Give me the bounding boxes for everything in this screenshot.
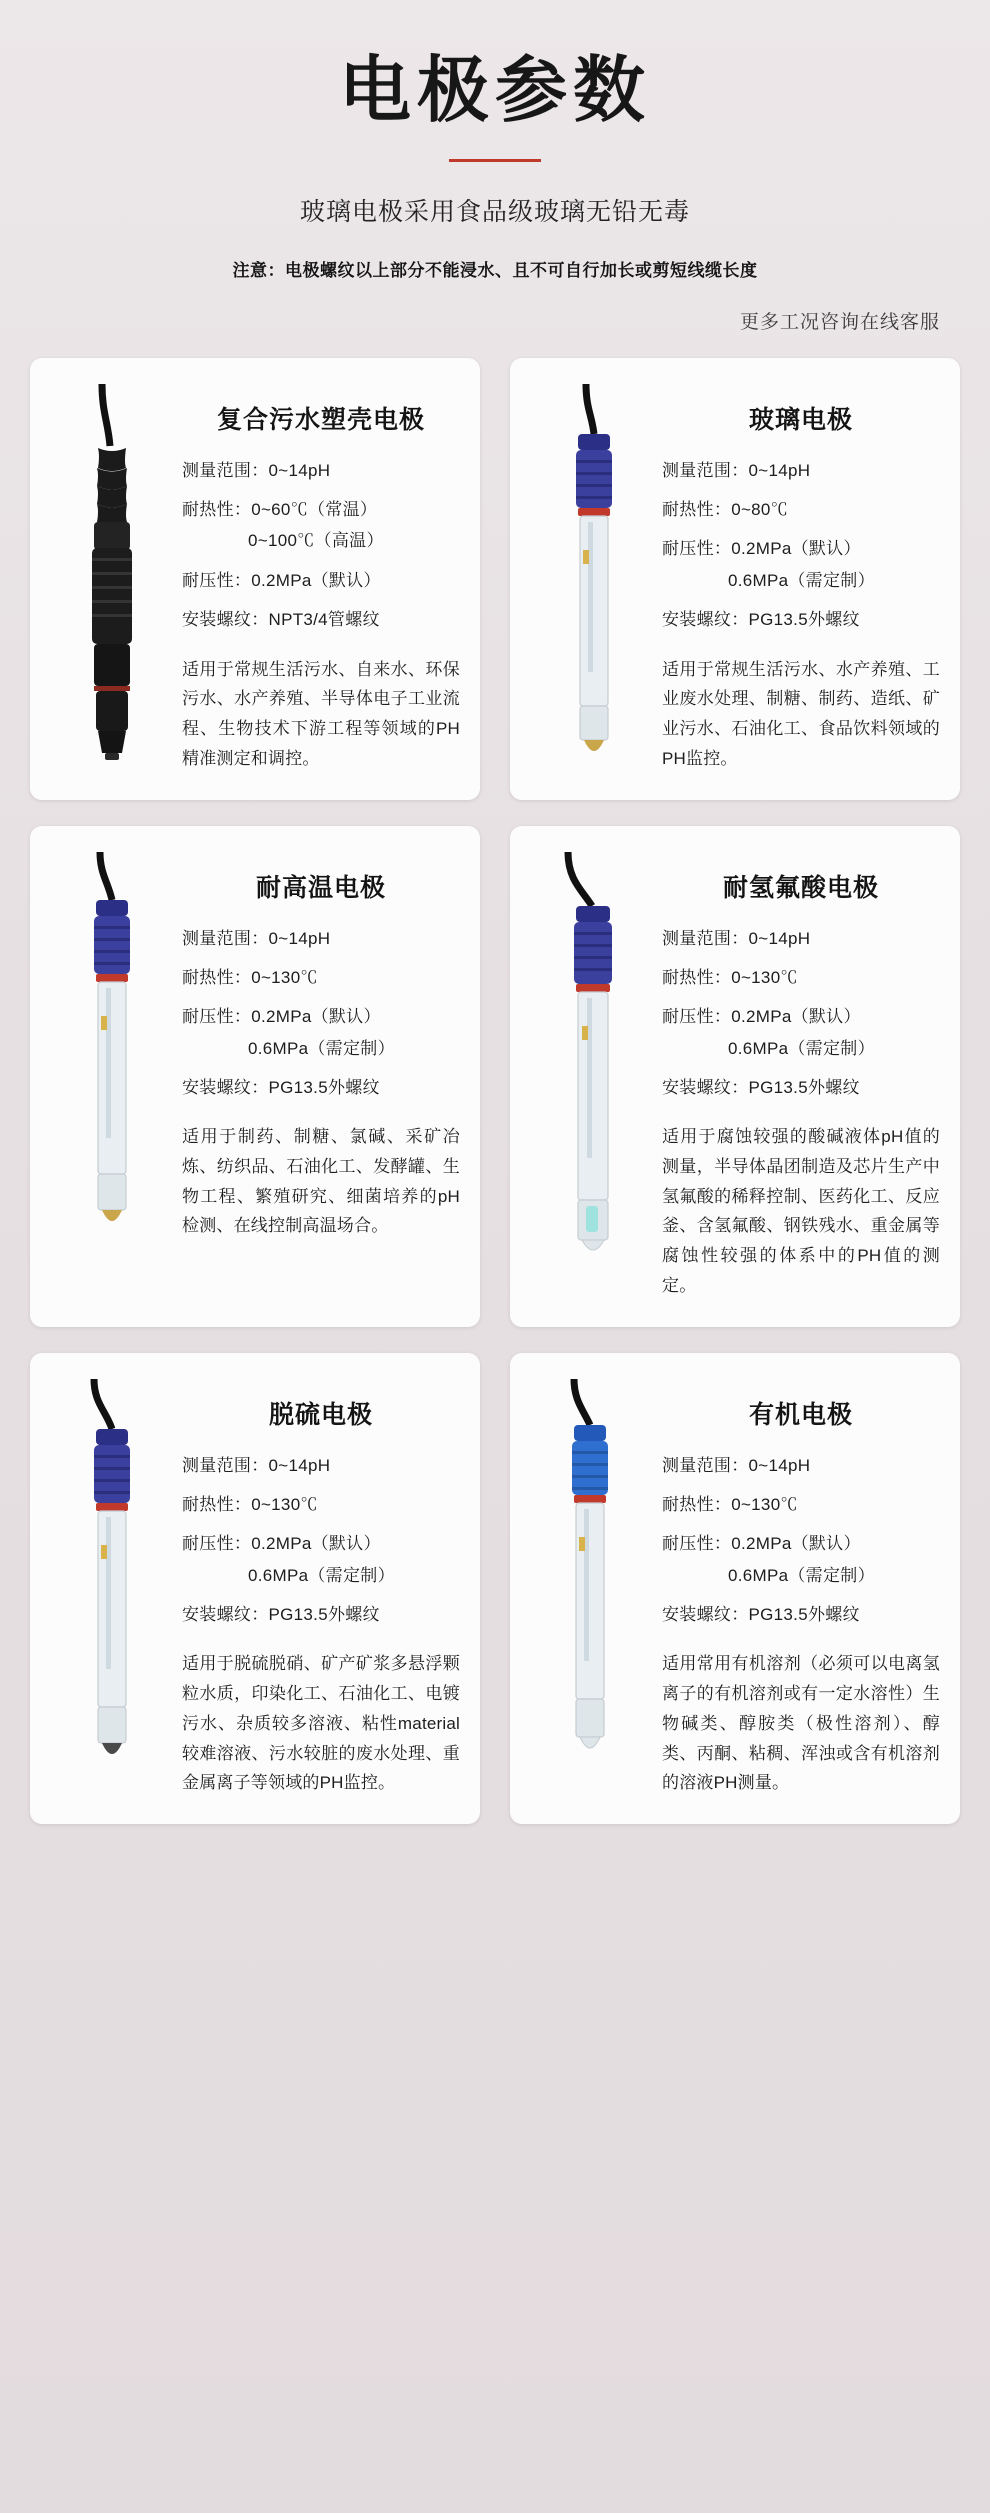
title-divider (449, 159, 541, 162)
spec-pressure: 耐压性：0.2MPa（默认） (182, 570, 381, 590)
electrode-card-body (658, 850, 940, 1301)
spec-temperature: 耐热性：0~130℃ (662, 967, 798, 987)
high-temp-electrode-icon (50, 850, 178, 1301)
spec-temperature: 耐热性：0~130℃ (662, 1495, 798, 1515)
electrode-description: 适用常用有机溶剂（必须可以电离氢离子的有机溶剂或有一定水溶性）生物碱类、醇胺类（极性溶剂）、醇类、丙酮、粘稠、浑浊或含有机溶剂的溶液PH测量。 (662, 1654, 940, 1793)
hf-resistant-electrode-icon (530, 850, 658, 1301)
electrode-description: 适用于腐蚀较强的酸碱液体pH值的测量，半导体晶团制造及芯片生产中氢氟酸的稀释控制、医药化工、反应釜、含氢氟酸、钢铁残水、重金属等腐蚀性较强的体系中的PH值的测定。 (662, 1127, 940, 1295)
electrode-title: 耐高温电极 (255, 873, 386, 902)
electrode-figure (530, 1377, 658, 1798)
spec-temperature: 耐热性：0~80℃ (662, 500, 788, 520)
spec-thread: 安装螺纹：PG13.5外螺纹 (662, 1077, 860, 1097)
spec-pressure: 耐压性：0.2MPa（默认） (662, 1534, 861, 1554)
spec-pressure: 耐压性：0.2MPa（默认） (182, 1007, 381, 1027)
electrode-figure (530, 382, 658, 774)
electrode-description: 适用于制药、制糖、氯碱、采矿冶炼、纺织品、石油化工、发酵罐、生物工程、繁殖研究、细菌培养的pH检测、在线控制高温场合。 (182, 1127, 460, 1236)
spec-temperature: 耐热性：0~130℃ (182, 1495, 318, 1515)
spec-temperature: 耐热性：0~60℃（常温） (182, 500, 378, 520)
electrode-card (510, 826, 960, 1327)
desulfurization-electrode-icon (50, 1377, 178, 1798)
electrode-title: 耐氢氟酸电极 (722, 873, 879, 902)
electrode-card (30, 826, 480, 1327)
page-header (30, 50, 960, 281)
spec-pressure: 耐压性：0.2MPa（默认） (182, 1534, 381, 1554)
electrode-title: 复合污水塑壳电极 (216, 405, 425, 434)
spec-range: 测量范围：0~14pH (182, 1455, 331, 1475)
spec-thread: 安装螺纹：PG13.5外螺纹 (662, 1605, 860, 1625)
electrode-card-body (178, 382, 460, 774)
spec-pressure-alt: 0.6MPa（需定制） (728, 570, 875, 590)
organic-electrode-icon (530, 1377, 658, 1798)
electrode-card (510, 1353, 960, 1824)
electrode-figure (50, 1377, 178, 1798)
spec-thread: 安装螺纹：PG13.5外螺纹 (662, 610, 860, 630)
electrode-card (30, 358, 480, 800)
spec-pressure-alt: 0.6MPa（需定制） (248, 1038, 395, 1058)
spec-thread: 安装螺纹：NPT3/4管螺纹 (182, 610, 380, 630)
electrode-card-body (178, 1377, 460, 1798)
spec-pressure: 耐压性：0.2MPa（默认） (662, 1007, 861, 1027)
spec-range: 测量范围：0~14pH (182, 460, 331, 480)
spec-range: 测量范围：0~14pH (662, 460, 811, 480)
electrode-description: 适用于常规生活污水、自来水、环保污水、水产养殖、半导体电子工业流程、生物技术下游工程等领域的PH精准测定和调控。 (182, 659, 460, 768)
spec-pressure: 耐压性：0.2MPa（默认） (662, 539, 861, 559)
electrode-card-body (658, 382, 940, 774)
glass-electrode-icon (530, 382, 658, 774)
plastic-sewage-electrode-icon (50, 382, 178, 774)
spec-range: 测量范围：0~14pH (662, 1455, 811, 1475)
electrode-description: 适用于常规生活污水、水产养殖、工业废水处理、制糖、制药、造纸、矿业污水、石油化工、食品饮料领域的PH监控。 (662, 659, 940, 768)
page-title: 电极参数 (338, 51, 651, 131)
spec-thread: 安装螺纹：PG13.5外螺纹 (182, 1605, 380, 1625)
electrode-figure (530, 850, 658, 1301)
notice-text: 注意：电极螺纹以上部分不能浸水、且不可自行加长或剪短线缆长度 (232, 260, 758, 280)
spec-temperature-alt: 0~100℃（高温） (248, 531, 384, 551)
page-subtitle: 玻璃电极采用食品级玻璃无铅无毒 (299, 197, 690, 226)
electrode-card-grid (30, 358, 960, 1824)
spec-thread: 安装螺纹：PG13.5外螺纹 (182, 1077, 380, 1097)
spec-range: 测量范围：0~14pH (662, 928, 811, 948)
electrode-figure (50, 382, 178, 774)
electrode-title: 有机电极 (748, 1400, 853, 1429)
spec-range: 测量范围：0~14pH (182, 928, 331, 948)
spec-pressure-alt: 0.6MPa（需定制） (728, 1038, 875, 1058)
electrode-title: 脱硫电极 (268, 1400, 373, 1429)
electrode-description: 适用于脱硫脱硝、矿产矿浆多悬浮颗粒水质，印染化工、石油化工、电镀污水、杂质较多溶液、粘性material较难溶液、污水较脏的废水处理、重金属离子等领域的PH监控。 (182, 1654, 460, 1793)
electrode-card (30, 1353, 480, 1824)
electrode-card-body (658, 1377, 940, 1798)
electrode-card (510, 358, 960, 800)
electrode-figure (50, 850, 178, 1301)
service-text: 更多工况咨询在线客服 (739, 311, 940, 333)
spec-pressure-alt: 0.6MPa（需定制） (728, 1565, 875, 1585)
spec-temperature: 耐热性：0~130℃ (182, 967, 318, 987)
spec-pressure-alt: 0.6MPa（需定制） (248, 1565, 395, 1585)
electrode-card-body (178, 850, 460, 1301)
electrode-title: 玻璃电极 (748, 405, 853, 434)
